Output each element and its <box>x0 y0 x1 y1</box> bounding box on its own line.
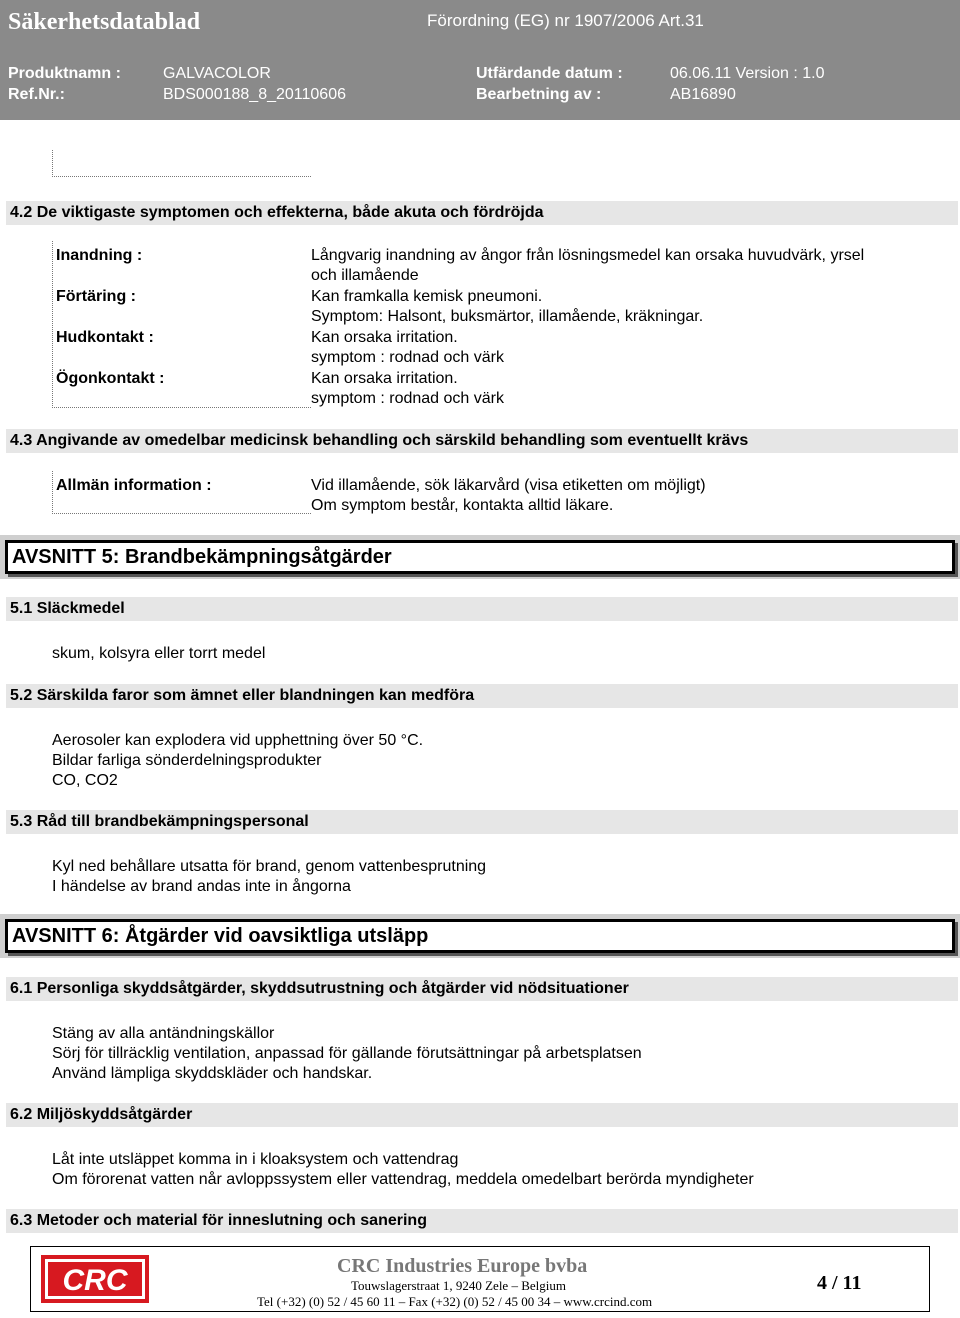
personal-precautions-text-3: Använd lämpliga skyddskläder och handskar. <box>52 1065 373 1082</box>
document-header <box>0 0 960 50</box>
page-number: 4 / 11 <box>817 1272 862 1294</box>
personal-precautions-text-1: Stäng av alla antändningskällor <box>52 1025 275 1042</box>
skin-contact-text-1: Kan orsaka irritation. <box>311 329 458 346</box>
inhalation-text-2: och illamående <box>311 267 419 284</box>
firefighter-advice-text-2: I händelse av brand andas inte in ångorna <box>52 878 351 895</box>
ingestion-text-2: Symptom: Halsont, buksmärtor, illamående, kräkningar. <box>311 308 704 325</box>
skin-contact-label: Hudkontakt : <box>56 329 154 346</box>
general-info-text-2: Om symptom består, kontakta alltid läkare. <box>311 497 614 514</box>
skin-contact-text-2: symptom : rodnad och värk <box>311 349 504 366</box>
edited-by-value: AB16890 <box>670 86 736 103</box>
section-6-heading: AVSNITT 6: Åtgärder vid oavsiktliga utsläpp <box>5 919 955 953</box>
page-footer <box>30 1246 930 1312</box>
document-title: Säkerhetsdatablad <box>8 9 201 35</box>
environmental-precautions-text-1: Låt inte utsläppet komma in i kloaksystem och vattendrag <box>52 1151 459 1168</box>
section-4-2-heading: 4.2 De viktigaste symptomen och effekterna, både akuta och fördröjda <box>6 201 958 225</box>
issue-date-label: Utfärdande datum : <box>476 65 623 82</box>
section-6-2-heading: 6.2 Miljöskyddsåtgärder <box>6 1103 958 1127</box>
section-5-1-heading: 5.1 Släckmedel <box>6 597 958 621</box>
eye-contact-text-2: symptom : rodnad och värk <box>311 390 504 407</box>
inhalation-label: Inandning : <box>56 247 143 264</box>
section-5-banner <box>0 535 960 579</box>
section-6-banner <box>0 914 960 958</box>
environmental-precautions-text-2: Om förorenat vatten når avloppssystem eller vattendrag, meddela omedelbart berörda myndigheter <box>52 1171 754 1188</box>
eye-contact-label: Ögonkontakt : <box>56 370 165 387</box>
ingestion-label: Förtäring : <box>56 288 136 305</box>
eye-contact-text-1: Kan orsaka irritation. <box>311 370 458 387</box>
special-hazards-text-2: Bildar farliga sönderdelningsprodukter <box>52 752 322 769</box>
section-6-1-heading: 6.1 Personliga skyddsåtgärder, skyddsutrustning och åtgärder vid nödsituationer <box>6 977 958 1001</box>
personal-precautions-text-2: Sörj för tillräcklig ventilation, anpassad för gällande förutsättningar på arbetsplatsen <box>52 1045 642 1062</box>
product-name-label: Produktnamn : <box>8 65 121 82</box>
svg-text:CRC: CRC <box>62 1264 128 1297</box>
crc-logo <box>41 1255 149 1303</box>
extinguishing-media-text: skum, kolsyra eller torrt medel <box>52 645 266 662</box>
ref-number-value: BDS000188_8_20110606 <box>163 86 346 103</box>
firefighter-advice-text-1: Kyl ned behållare utsatta för brand, genom vattenbesprutning <box>52 858 487 875</box>
section-4-3-heading: 4.3 Angivande av omedelbar medicinsk behandling och särskild behandling som eventuellt krävs <box>6 429 958 453</box>
general-info-text-1: Vid illamående, sök läkarvård (visa etiketten om möjligt) <box>311 477 706 494</box>
special-hazards-text-3: CO, CO2 <box>52 772 118 789</box>
company-contact: Tel (+32) (0) 52 / 45 60 11 – Fax (+32) (0) 52 / 45 00 34 – www.crcind.com <box>257 1294 653 1309</box>
company-address: Touwslagerstraat 1, 9240 Zele – Belgium <box>351 1278 566 1293</box>
section-5-heading: AVSNITT 5: Brandbekämpningsåtgärder <box>5 540 955 574</box>
product-info-bar <box>0 50 960 120</box>
issue-date-value: 06.06.11 Version : 1.0 <box>670 65 825 82</box>
inhalation-text-1: Långvarig inandning av ångor från lösningsmedel kan orsaka huvudvärk, yrsel <box>311 247 865 264</box>
company-name: CRC Industries Europe bvba <box>337 1255 588 1277</box>
ref-number-label: Ref.Nr.: <box>8 86 65 103</box>
table-cell-border <box>52 150 311 177</box>
section-6-3-heading: 6.3 Metoder och material för inneslutning och sanering <box>6 1209 958 1233</box>
edited-by-label: Bearbetning av : <box>476 86 602 103</box>
general-info-label: Allmän information : <box>56 477 212 494</box>
section-5-2-heading: 5.2 Särskilda faror som ämnet eller blandningen kan medföra <box>6 684 958 708</box>
product-name-value: GALVACOLOR <box>163 65 271 82</box>
section-5-3-heading: 5.3 Råd till brandbekämpningspersonal <box>6 810 958 834</box>
ingestion-text-1: Kan framkalla kemisk pneumoni. <box>311 288 543 305</box>
regulation-reference: Förordning (EG) nr 1907/2006 Art.31 <box>427 11 704 30</box>
special-hazards-text-1: Aerosoler kan explodera vid upphettning över 50 °C. <box>52 732 424 749</box>
